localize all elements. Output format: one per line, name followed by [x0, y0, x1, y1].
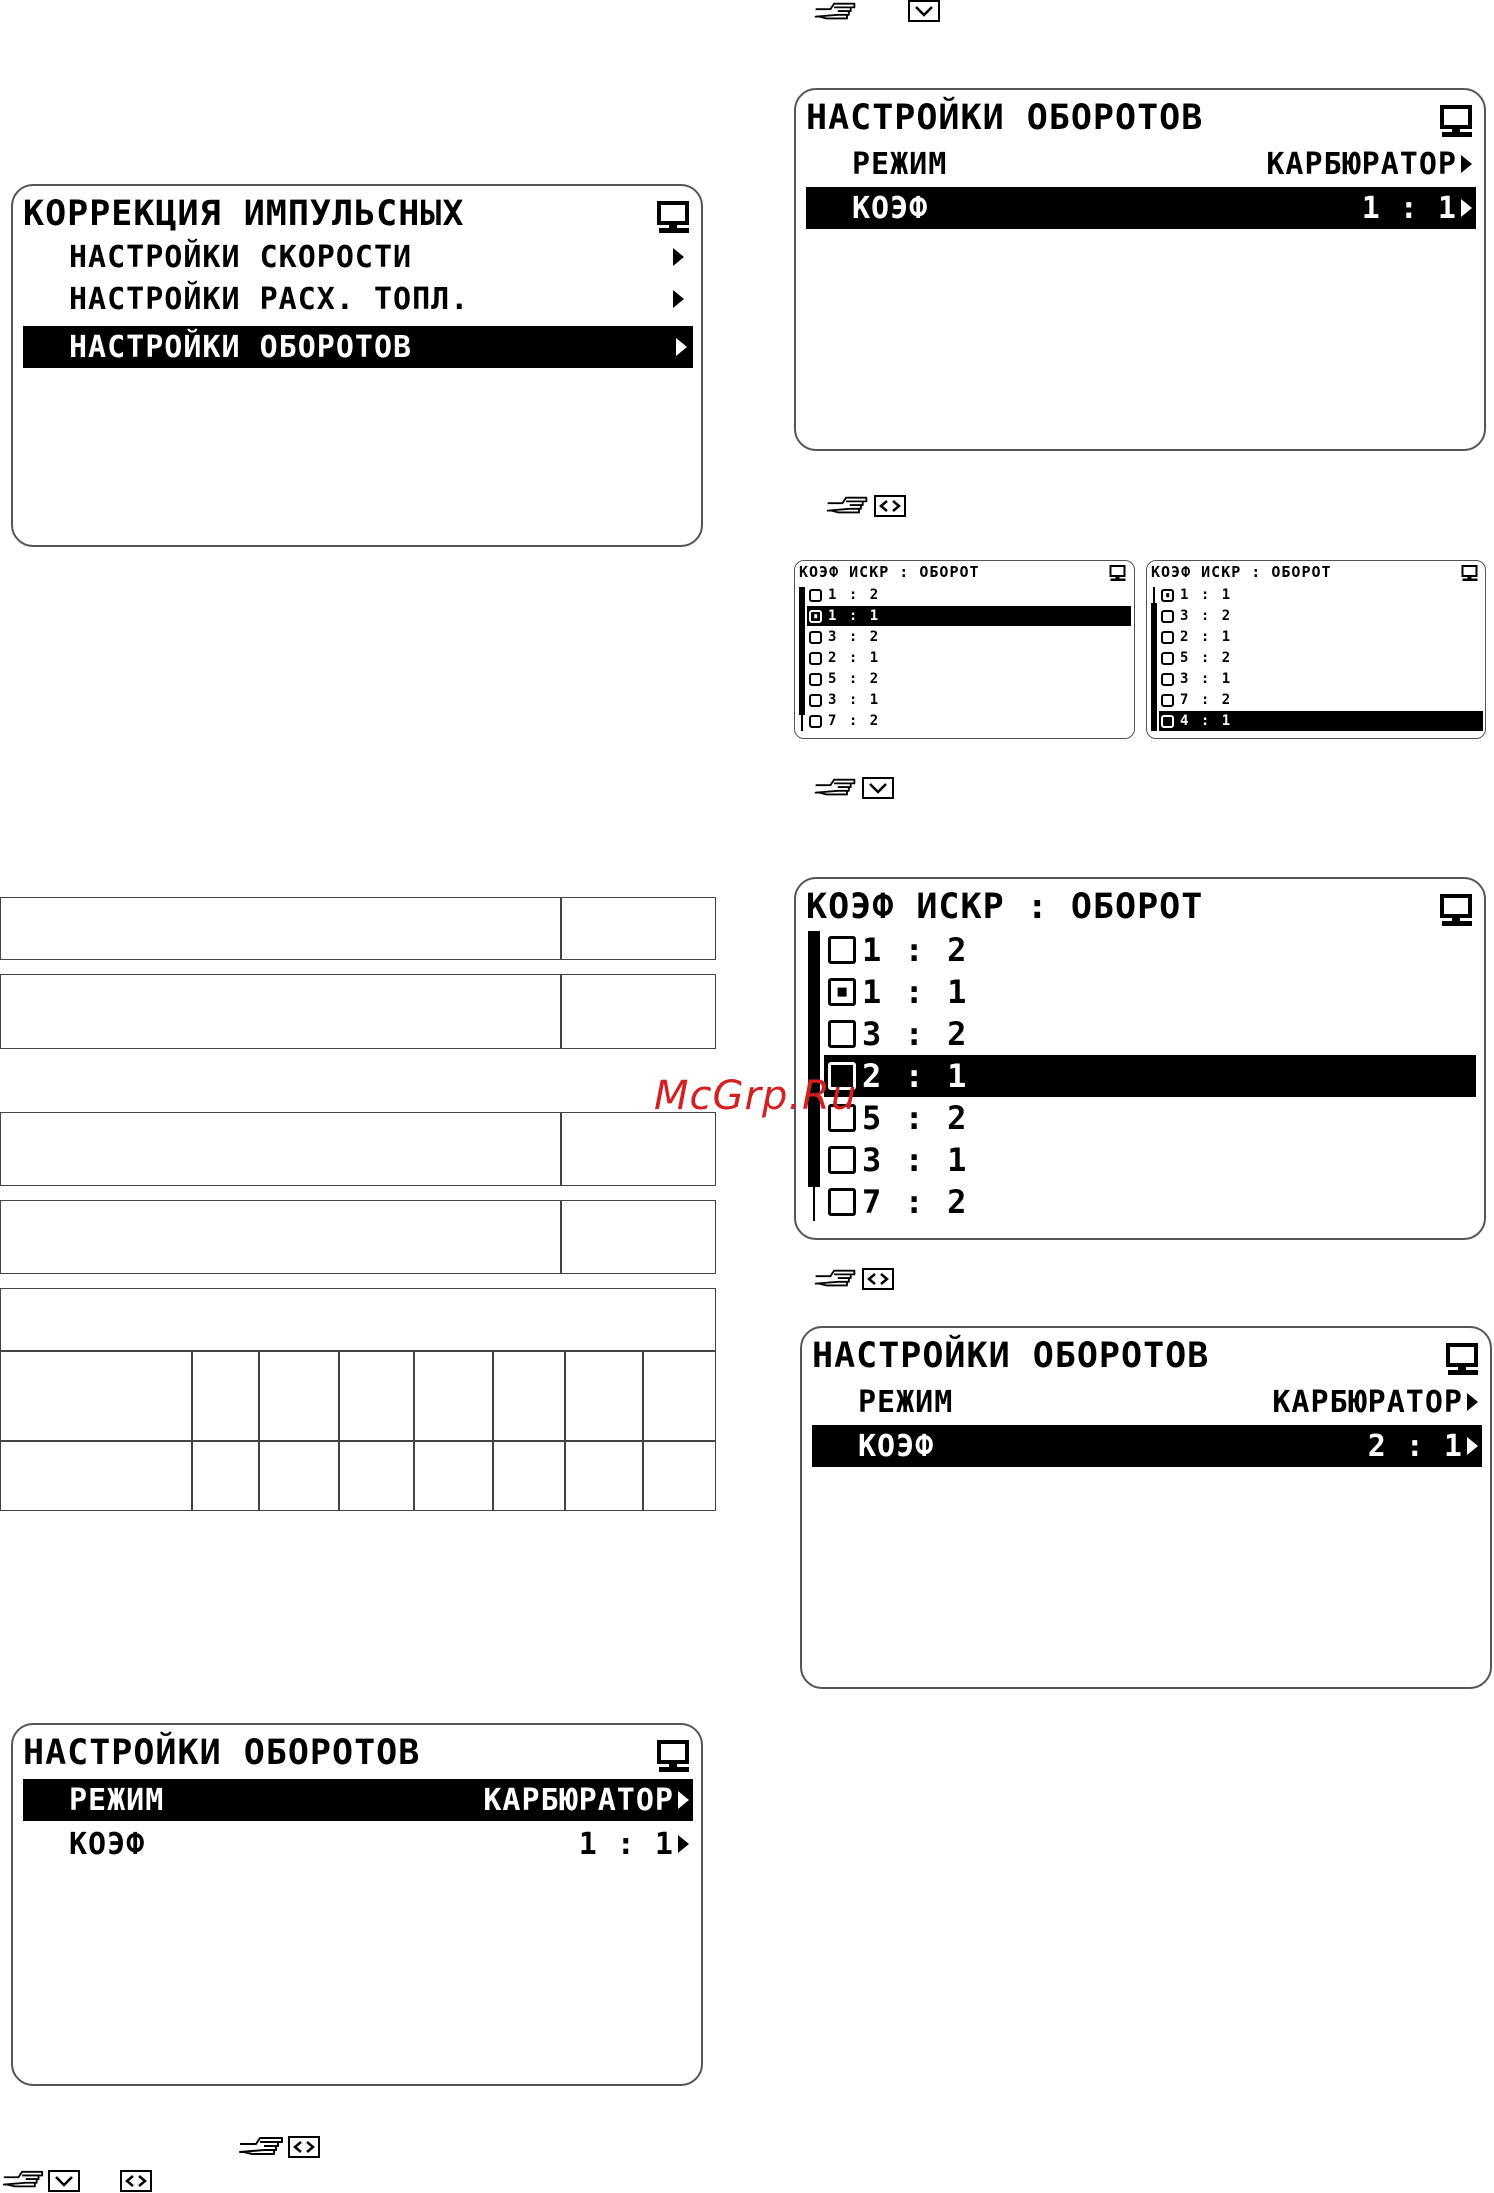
ratio-option[interactable]: [1159, 585, 1483, 605]
radio-button-icon[interactable]: [1161, 631, 1174, 644]
table-divider: [560, 1112, 562, 1186]
menu-item-value: 2 : 1: [1367, 1428, 1463, 1464]
left-right-key-icon: [862, 1268, 894, 1290]
ratio-option[interactable]: [1159, 627, 1483, 647]
blank-table-4: [0, 1200, 716, 1274]
ratio-option[interactable]: [807, 690, 1131, 710]
screen-title: КОЭФ ИСКР : ОБОРОТ: [799, 563, 980, 581]
radio-button-icon[interactable]: [828, 1188, 856, 1216]
table-divider: [191, 1350, 193, 1511]
radio-button-icon[interactable]: [809, 694, 822, 707]
table-divider: [560, 974, 562, 1049]
scrollbar[interactable]: [799, 587, 805, 715]
ratio-option[interactable]: [1159, 711, 1483, 731]
arrow-right-icon: [676, 338, 687, 356]
ratio-option-label: 5 : 2: [862, 1099, 969, 1137]
arrow-right-icon: [678, 1791, 689, 1809]
scrollbar-track: [1153, 587, 1155, 603]
ratio-option[interactable]: [807, 585, 1131, 605]
radio-button-icon[interactable]: [828, 1020, 856, 1048]
ratio-option[interactable]: [824, 1139, 1476, 1181]
ratio-option[interactable]: [824, 929, 1476, 971]
watermark-text: McGrp.Ru: [654, 1073, 858, 1119]
arrow-right-icon: [1467, 1393, 1478, 1411]
table-divider: [413, 1350, 415, 1511]
down-arrow-key-icon: [48, 2170, 80, 2192]
monitor-icon: [1461, 565, 1479, 582]
monitor-icon: [656, 1740, 692, 1774]
menu-item-label: НАСТРОЙКИ СКОРОСТИ: [69, 239, 413, 275]
monitor-icon: [1109, 565, 1127, 582]
menu-item-value: 1 : 1: [578, 1826, 674, 1862]
ratio-option[interactable]: [807, 669, 1131, 689]
left-right-key-icon: [874, 495, 906, 517]
radio-button-icon[interactable]: [828, 978, 856, 1006]
monitor-icon: [1439, 894, 1475, 928]
ratio-option[interactable]: [1159, 606, 1483, 626]
ratio-option-label: 3 : 1: [862, 1141, 969, 1179]
ratio-option-label: 2 : 1: [1180, 629, 1233, 645]
menu-item-fuel[interactable]: [19, 280, 690, 318]
arrow-right-icon: [678, 1835, 689, 1853]
menu-item-label: РЕЖИМ: [852, 146, 948, 182]
radio-button-icon[interactable]: [809, 652, 822, 665]
menu-item-mode[interactable]: [23, 1779, 693, 1821]
menu-item-label: КОЭФ: [852, 190, 929, 226]
menu-item-mode[interactable]: [812, 1382, 1482, 1422]
left-right-key-icon: [120, 2170, 152, 2192]
ratio-option[interactable]: [824, 1055, 1476, 1097]
lcd-screen-ratio-list-large: [794, 877, 1486, 1240]
screen-title: КОРРЕКЦИЯ ИМПУЛЬСНЫХ: [23, 194, 465, 234]
menu-item-label: КОЭФ: [69, 1826, 146, 1862]
screen-title: НАСТРОЙКИ ОБОРОТОВ: [23, 1733, 421, 1773]
ratio-option-label: 3 : 2: [828, 629, 881, 645]
radio-button-icon[interactable]: [809, 673, 822, 686]
blank-table-1: [0, 897, 716, 960]
blank-table-3: [0, 1112, 716, 1186]
radio-button-icon[interactable]: [809, 631, 822, 644]
arrow-right-icon: [1461, 155, 1472, 173]
down-arrow-key-icon: [908, 0, 940, 22]
menu-item-coef[interactable]: [806, 187, 1476, 229]
ratio-option-label: 7 : 2: [828, 713, 881, 729]
pointing-hand-icon: [2, 2168, 44, 2192]
pointing-hand-icon: [812, 776, 858, 800]
ratio-option-label: 7 : 2: [1180, 692, 1233, 708]
ratio-option-label: 5 : 2: [1180, 650, 1233, 666]
radio-button-icon[interactable]: [1161, 652, 1174, 665]
radio-button-icon[interactable]: [1161, 715, 1174, 728]
menu-item-value: 1 : 1: [1361, 190, 1457, 226]
menu-item-coef[interactable]: [23, 1824, 693, 1864]
ratio-option-label: 1 : 1: [862, 973, 969, 1011]
table-divider: [0, 1350, 716, 1352]
lcd-screen-ratio-list-b: [1146, 560, 1486, 739]
ratio-option[interactable]: [824, 971, 1476, 1013]
ratio-option[interactable]: [807, 711, 1131, 731]
menu-item-label: РЕЖИМ: [69, 1782, 165, 1818]
menu-item-value: КАРБЮРАТОР: [1266, 146, 1457, 182]
ratio-option[interactable]: [807, 606, 1131, 626]
screen-title: КОЭФ ИСКР : ОБОРОТ: [806, 887, 1204, 927]
scrollbar-track: [813, 1187, 815, 1221]
ratio-option[interactable]: [824, 1097, 1476, 1139]
scrollbar-track: [801, 715, 803, 731]
ratio-option-label: 1 : 1: [1180, 587, 1233, 603]
screen-title: НАСТРОЙКИ ОБОРОТОВ: [812, 1336, 1210, 1376]
lcd-screen-rpm-mode: [11, 1723, 703, 2086]
monitor-icon: [656, 201, 692, 235]
menu-item-label: НАСТРОЙКИ ОБОРОТОВ: [69, 329, 413, 365]
ratio-option-label: 1 : 2: [862, 931, 969, 969]
radio-button-icon[interactable]: [828, 1146, 856, 1174]
ratio-option[interactable]: [824, 1013, 1476, 1055]
ratio-option-label: 1 : 1: [828, 608, 881, 624]
scrollbar[interactable]: [808, 931, 820, 1187]
pointing-hand-icon: [824, 494, 870, 518]
blank-table-grid: [0, 1288, 716, 1511]
table-divider: [560, 1200, 562, 1274]
scrollbar[interactable]: [1151, 603, 1157, 731]
ratio-option-label: 2 : 1: [862, 1057, 969, 1095]
ratio-option[interactable]: [807, 648, 1131, 668]
menu-item-value: КАРБЮРАТОР: [1272, 1384, 1463, 1420]
arrow-right-icon: [1467, 1437, 1478, 1455]
lcd-screen-correction: [11, 184, 703, 547]
menu-item-mode[interactable]: [806, 144, 1476, 184]
ratio-option-label: 3 : 2: [1180, 608, 1233, 624]
radio-button-icon[interactable]: [809, 589, 822, 602]
ratio-option[interactable]: [824, 1181, 1476, 1223]
menu-item-coef[interactable]: [812, 1425, 1482, 1467]
screen-title: НАСТРОЙКИ ОБОРОТОВ: [806, 98, 1204, 138]
radio-button-icon[interactable]: [828, 936, 856, 964]
radio-button-icon[interactable]: [809, 610, 822, 623]
ratio-option-label: 3 : 1: [1180, 671, 1233, 687]
blank-table-2: [0, 974, 716, 1049]
menu-item-label: НАСТРОЙКИ РАСХ. ТОПЛ.: [69, 281, 470, 317]
arrow-right-icon: [673, 290, 684, 308]
left-right-key-icon: [288, 2136, 320, 2158]
ratio-option-label: 1 : 2: [828, 587, 881, 603]
ratio-option-label: 4 : 1: [1180, 713, 1233, 729]
radio-button-icon[interactable]: [1161, 610, 1174, 623]
radio-button-icon[interactable]: [809, 715, 822, 728]
table-divider: [0, 1440, 716, 1442]
radio-button-icon[interactable]: [1161, 694, 1174, 707]
ratio-option[interactable]: [1159, 669, 1483, 689]
table-divider: [560, 897, 562, 960]
ratio-option-label: 2 : 1: [828, 650, 881, 666]
pointing-hand-icon: [238, 2134, 284, 2160]
menu-item-speed[interactable]: [19, 238, 690, 276]
lcd-screen-ratio-list-a: [794, 560, 1135, 739]
arrow-right-icon: [673, 248, 684, 266]
pointing-hand-icon: [812, 0, 858, 24]
table-divider: [492, 1350, 494, 1511]
ratio-option-label: 7 : 2: [862, 1183, 969, 1221]
menu-item-label: РЕЖИМ: [858, 1384, 954, 1420]
pointing-hand-icon: [812, 1267, 858, 1291]
ratio-option[interactable]: [1159, 648, 1483, 668]
menu-item-rpm[interactable]: [23, 326, 693, 368]
ratio-option[interactable]: [1159, 690, 1483, 710]
ratio-option[interactable]: [807, 627, 1131, 647]
down-arrow-key-icon: [862, 777, 894, 799]
lcd-screen-rpm-coef-1-1: [794, 88, 1486, 451]
ratio-option-label: 3 : 2: [862, 1015, 969, 1053]
monitor-icon: [1439, 105, 1475, 139]
monitor-icon: [1445, 1343, 1481, 1377]
radio-button-icon[interactable]: [1161, 673, 1174, 686]
arrow-right-icon: [1461, 199, 1472, 217]
radio-button-icon[interactable]: [1161, 589, 1174, 602]
ratio-option-label: 5 : 2: [828, 671, 881, 687]
menu-item-value: КАРБЮРАТОР: [483, 1782, 674, 1818]
lcd-screen-rpm-coef-2-1: [800, 1326, 1492, 1689]
table-divider: [642, 1350, 644, 1511]
table-divider: [258, 1350, 260, 1511]
menu-item-label: КОЭФ: [858, 1428, 935, 1464]
screen-title: КОЭФ ИСКР : ОБОРОТ: [1151, 563, 1332, 581]
ratio-option-label: 3 : 1: [828, 692, 881, 708]
table-divider: [338, 1350, 340, 1511]
table-divider: [564, 1350, 566, 1511]
